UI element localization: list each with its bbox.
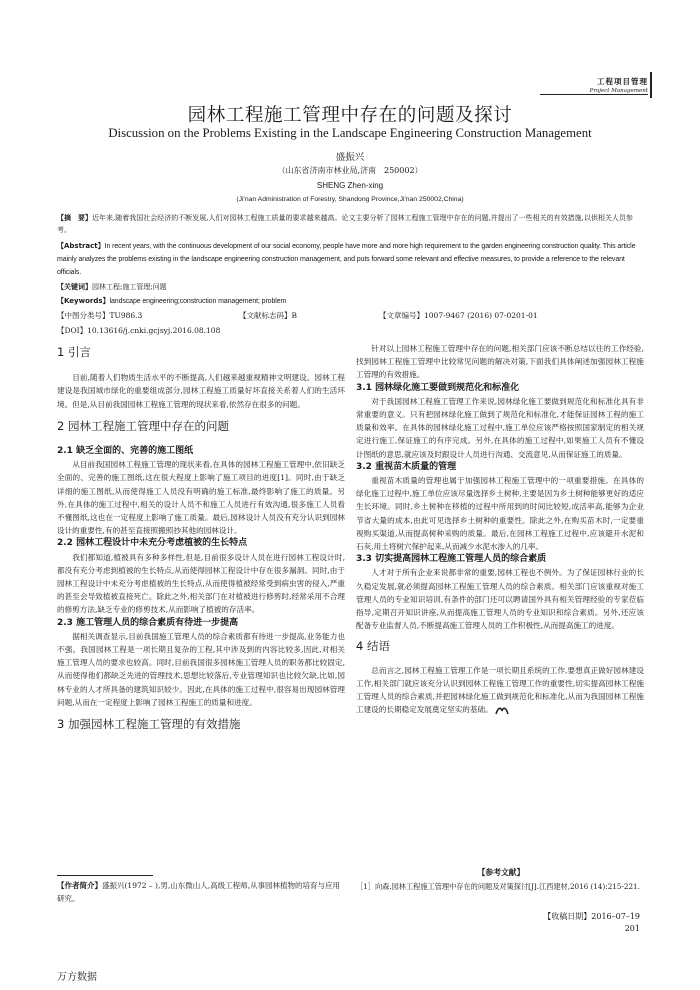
keywords-en bbox=[57, 295, 642, 308]
section-3-1-paragraph: 对于我国园林工程施工管理工作来说,园林绿化施工要做到规范化和标准化具有非常重要的意义。只有把园林绿化施工做到了规范化和标准化,才能保证园林工程的施工质量和效率。在具体的园林绿化施工过程中,施工单位应该严格按照国家制定的相关规定进行施工,保证施工的有序完成。另外,在具体的施工过程中,如果施工人员有不懂设计图纸的意思,就应该及时跟设计人员进行沟通、交流意见,从而保证施工的质量。 bbox=[356, 396, 644, 459]
author-affiliation: （山东省济南市林业局,济南 250002） bbox=[277, 166, 423, 175]
section-2-2-paragraph: 我们都知道,植被具有多种多样性,但是,目前很多设计人员在进行园林工程设计时,都没有充分考虑到植被的生长特点,从而使得园林工程设计中存在很多漏洞。同时,由于园林工程设计中未充分考虑植被的生长特点,从而使得植被经常受到病虫害的侵入,严重的甚至会导致植被直接死亡。除此之外,相关部门在对植被进行修剪时,经常采用不合理的修剪方法,缺乏专业的修剪技术,从而影响了植被的存活率。 bbox=[57, 552, 345, 615]
doi: 【DOI】10.13616/j.cnki.gcjsyj.2016.08.108 bbox=[57, 326, 221, 335]
section-2-3-paragraph: 据相关调查显示,目前我国施工管理人员的综合素质都有待进一步提高,业务能力也不强。我国园林工程是一项长期且复杂的工程,其中涉及到的内容比较多,因此,对相关施工管理人员的要求也较高。同时,目前我国很多园林施工管理人员的职务都比较固定,从而使得他们都缺乏先进的管理技术,思想比较落后,专业管理知识也比较欠缺,比如,园林专业的人才所具备的建筑知识较少。因此,在具体的施工过程中,很容易出现园林管理问题,从而在一定程度上影响了园林工程施工的质量和进度。 bbox=[57, 631, 345, 707]
author-bio-text: 盛振兴(1972 – ),男,山东微山人,高级工程师,从事园林植物的培育与应用研究。 bbox=[57, 881, 340, 903]
references-heading: 【参考文献】 bbox=[477, 868, 525, 877]
section-title-zh: 工程项目管理 bbox=[597, 77, 648, 86]
section-3-1-heading: 3.1 园林绿化施工要做到规范化和标准化 bbox=[356, 382, 520, 393]
keywords-zh bbox=[57, 281, 642, 293]
section-3-2-heading: 3.2 重视苗木质量的管理 bbox=[356, 461, 457, 472]
abstract-text: 近年来,随着我国社会经济的不断发展,人们对园林工程施工质量的要求越来越高。论文主要分析了园林工程施工管理中存在的问题,并提出了一些相关的有效措施,以供相关人员参考。 bbox=[57, 214, 633, 235]
abstract-zh bbox=[57, 212, 642, 236]
author-affiliation-en: (Ji'nan Administration of Forestry, Shandong Province,Ji'nan 250002,China) bbox=[236, 196, 464, 203]
abstract-en bbox=[57, 240, 642, 280]
page-number: 201 bbox=[624, 924, 640, 933]
paper-title: 园林工程施工管理中存在的问题及探讨 bbox=[187, 105, 513, 126]
author-bio bbox=[57, 880, 347, 905]
header-rule bbox=[540, 94, 648, 95]
abstract-en-label: 【Abstract】 bbox=[57, 242, 105, 250]
section-1-heading: 1 引言 bbox=[57, 345, 91, 359]
received-date: 【收稿日期】2016–07–19 bbox=[543, 912, 640, 921]
keywords-text: 园林工程;施工管理;问题 bbox=[92, 283, 167, 291]
section-2-1-heading: 2.1 缺乏全面的、完善的施工图纸 bbox=[57, 446, 194, 457]
section-1-paragraph: 目前,随着人们物质生活水平的不断提高,人们越来越重视精神文明建设。园林工程建设是我国城市绿化的重要组成部分,园林工程施工质量好坏直接关系着人们的生活环境。但是,从目前我国园林工程施工管理的现状来看,依然存在很多的问题。 bbox=[57, 373, 345, 409]
section-2-1-paragraph: 从目前我国园林工程施工管理的现状来看,在具体的园林工程施工管理中,依旧缺乏全面的、完善的施工图纸,这在很大程度上影响了施工项目的进度[1]。同时,由于缺乏详细的施工图纸,从而使得施工人员没有明确的施工标准,最终影响了施工的质量。另外,在具体的施工过程中,相关的设计人员不和施工人员进行有效沟通,很多施工人员看不懂图纸,这也在一定程度上影响了施工质量。最后,园林设计人员没有充分认识到园林设计的重要性,有的甚至直接照搬照抄其他的园林设计。 bbox=[57, 460, 345, 536]
section-3-2-paragraph: 重视苗木质量的管理也属于加强园林工程施工管理中的一项重要措施。在具体的绿化施工过程中,施工单位应该尽量选择乡土树种,主要是因为乡土树种能够更好的适应生长环境。同时,乡土树种在移植的过程中所用到的时间比较短,成活率高,能够为企业节省大量的成本,由此可见选择乡土树种的重要性。除此之外,在购买苗木时,一定要重视购买渠道,从而提高树种采购的质量。最后,在园林工程施工过程中,应该避开水泥和石灰,用土将树穴保护起来,从而减少水泥水渗入的几率。 bbox=[356, 476, 644, 552]
section-3-heading: 3 加强园林工程施工管理的有效措施 bbox=[57, 717, 241, 732]
paper-title-en: Discussion on the Problems Existing in the Landscape Engineering Construction Management bbox=[108, 126, 592, 140]
clc-number: 【中图分类号】TU986.3 bbox=[57, 311, 143, 320]
section-3-3-heading: 3.3 切实提高园林工程施工管理人员的综合素质 bbox=[356, 554, 547, 565]
author-name: 盛振兴 bbox=[335, 152, 365, 163]
document-code: 【文献标志码】B bbox=[239, 311, 298, 320]
keywords-en-text: landscape engineering;construction management; problem bbox=[109, 298, 287, 305]
keywords-label: 【关键词】 bbox=[57, 283, 92, 291]
section-3-3-paragraph: 人才对于所有企业来说都非常的重要,园林工程也不例外。为了保证园林行业的长久稳定发展,就必须提高园林工程施工管理人员的综合素质。相关部门应该重视对施工管理人员的专业知识培训,有条件的部门还可以聘请国外具有相关管理经验的专家莅临指导,定期召开知识讲座,从而提高施工管理人员的专业知识和综合素质。另外,还应该配备专业监督人员,不断提高施工管理人员的工作积极性,从而提高施工的进度。 bbox=[356, 568, 644, 631]
left-column bbox=[57, 346, 345, 731]
author-name-en: SHENG Zhen-xing bbox=[316, 181, 384, 190]
running-header bbox=[590, 76, 648, 94]
right-column bbox=[356, 342, 644, 716]
section-2-heading: 2 园林工程施工管理中存在的问题 bbox=[57, 418, 229, 433]
reference-1: ［1］向森.园林工程施工管理中存在的问题及对策探讨[J].江西建材,2016 (14):215-221. bbox=[356, 882, 640, 891]
section-4-heading: 4 结语 bbox=[356, 639, 390, 654]
abstract-en-text: In recent years, with the continuous development of our social economy, people have more and more high requirement to the garden engineering construction quality. This article mainly analyzes the problems existing in the landscape engineering construction management, and puts forward some relevant and effective measures, to provide a reference to the relevant officials. bbox=[57, 243, 636, 277]
section-title-en: Project Management bbox=[589, 88, 648, 94]
section-2-2-heading: 2.2 园林工程设计中未充分考虑植被的生长特点 bbox=[57, 538, 248, 549]
keywords-en-label: 【Keywords】 bbox=[57, 297, 110, 305]
conclusion-text: 总而言之,园林工程施工管理工作是一项长期且系统的工作,要想真正做好园林建设工作,相关部门就应该充分认识到园林工程施工管理工作的重要性,切实提高园林工程施工管理人员的综合素质,并把园林绿化施工做到规范化和标准化,从而为我国园林工程施工建设的长期稳定发展奠定坚实的基础。 bbox=[356, 665, 644, 715]
footnote-rule bbox=[57, 875, 153, 876]
journal-end-mark-icon bbox=[495, 706, 509, 715]
section-2-3-heading: 2.3 施工管理人员的综合素质有待进一步提高 bbox=[57, 617, 239, 628]
section-4-paragraph bbox=[356, 664, 644, 717]
wanfang-watermark: 万方数据 bbox=[57, 972, 97, 983]
article-number: 【文章编号】1007-9467 (2016) 07-0201-01 bbox=[379, 311, 538, 320]
section-3-intro-paragraph: 针对以上园林工程施工管理中存在的问题,相关部门应该不断总结以往的工作经验,找到园林工程施工管理中比较常见问题的解决对策,下面我们具体阐述加强园林工程施工管理的有效措施。 bbox=[356, 344, 644, 380]
author-bio-label: 【作者简介】 bbox=[57, 881, 102, 890]
header-bar bbox=[650, 72, 652, 98]
abstract-label: 【摘 要】 bbox=[57, 214, 92, 222]
